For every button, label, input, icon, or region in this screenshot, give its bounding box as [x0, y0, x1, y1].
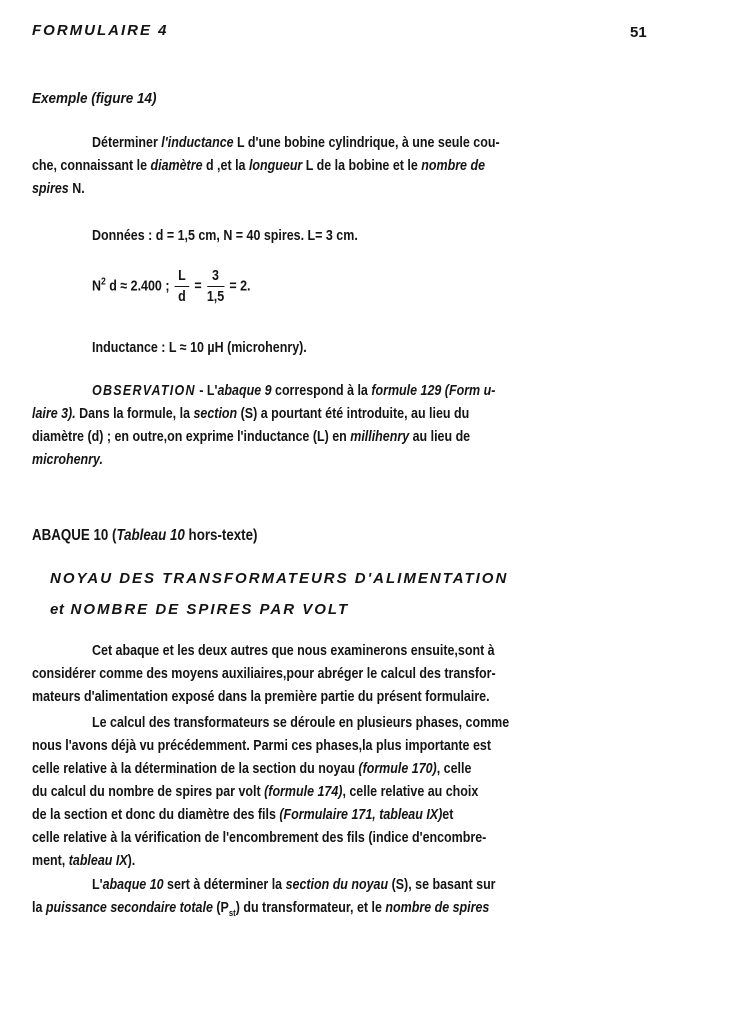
- body-line: nous l'avons déjà vu précédemment. Parmi ces phases,la plus importante est: [32, 738, 491, 754]
- text: 3: [207, 268, 224, 287]
- text: ) du transformateur, et le: [235, 900, 386, 916]
- text: correspond à la: [271, 383, 372, 399]
- text: (S), se basant sur: [388, 877, 496, 893]
- text: - L': [195, 383, 218, 399]
- text: N: [92, 278, 102, 295]
- running-header: FORMULAIRE 4: [32, 22, 169, 39]
- text: Dans la formule, la: [75, 406, 194, 422]
- text: la: [32, 900, 46, 916]
- text: l'inductance: [161, 135, 234, 151]
- observation-line: [32, 406, 469, 422]
- text: (Formulaire 171, tableau IX): [279, 807, 443, 823]
- data-line: Données : d = 1,5 cm, N = 40 spires. L= 3 cm.: [92, 228, 358, 244]
- text: , celle: [436, 761, 472, 777]
- text: spires: [32, 181, 69, 197]
- body-line: [32, 784, 478, 800]
- text: L de la bobine et le: [302, 158, 422, 174]
- text: sert à déterminer la: [163, 877, 286, 893]
- text: celle relative à la détermination de la section du noyau: [32, 761, 359, 777]
- page-number: 51: [630, 24, 647, 41]
- text: laire 3).: [32, 406, 76, 422]
- text: section: [193, 406, 238, 422]
- abaque-subtitle: NOYAU DES TRANSFORMATEURS D'ALIMENTATION: [50, 570, 509, 587]
- example-line: [32, 181, 85, 197]
- text: OBSERVATION: [92, 383, 196, 399]
- body-line: mateurs d'alimentation exposé dans la première partie du présent formulaire.: [32, 689, 490, 705]
- text: L: [175, 268, 189, 287]
- text: Tableau 10: [116, 527, 185, 544]
- example-line: [92, 135, 500, 151]
- text: et: [50, 601, 65, 618]
- text: abaque 10: [102, 877, 164, 893]
- text: diamètre (d) ; en outre,on exprime l'inductance (L) en: [32, 429, 351, 445]
- body-line: celle relative à la vérification de l'encombrement des fils (indice d'encombre-: [32, 830, 487, 846]
- abaque-subtitle: [50, 601, 349, 618]
- text: section du noyau: [285, 877, 389, 893]
- text: tableau IX: [68, 853, 128, 869]
- observation-line: [92, 383, 495, 399]
- text: Déterminer: [92, 135, 162, 151]
- text: (: [108, 527, 117, 544]
- text: N.: [68, 181, 85, 197]
- text: =: [194, 278, 202, 295]
- body-line: Cet abaque et les deux autres que nous examinerons ensuite,sont à: [92, 643, 495, 659]
- text: (formule 174): [264, 784, 343, 800]
- text: de la section et donc du diamètre des fils: [32, 807, 280, 823]
- text: 2: [101, 276, 106, 288]
- body-line: [32, 900, 489, 918]
- text: (P: [212, 900, 229, 916]
- text: 1,5: [206, 289, 225, 305]
- abaque-title: [32, 527, 257, 545]
- text: ABAQUE 10: [32, 527, 109, 544]
- formula: [92, 268, 251, 305]
- text: d ,et la: [202, 158, 249, 174]
- text: diamètre: [150, 158, 203, 174]
- text: che, connaissant le: [32, 158, 151, 174]
- fraction: [175, 268, 189, 305]
- text: formule 129 (Form u-: [371, 383, 496, 399]
- text: ment,: [32, 853, 69, 869]
- text: abaque 9: [217, 383, 272, 399]
- text: et: [442, 807, 454, 823]
- result-line: Inductance : L ≈ 10 µH (microhenry).: [92, 340, 307, 356]
- observation-line: [32, 452, 103, 468]
- text: L d'une bobine cylindrique, à une seule cou-: [233, 135, 500, 151]
- text: hors-texte): [184, 527, 258, 544]
- body-line: [32, 761, 471, 777]
- text: (S) a pourtant été introduite, au lieu du: [237, 406, 470, 422]
- text: L': [92, 877, 103, 893]
- body-line: [32, 807, 453, 823]
- body-line: [92, 877, 496, 893]
- body-line: Le calcul des transformateurs se déroule en plusieurs phases, comme: [92, 715, 510, 731]
- text: longueur: [248, 158, 303, 174]
- text: d: [178, 289, 186, 305]
- text: microhenry.: [32, 452, 103, 468]
- fraction: [207, 268, 224, 305]
- text: (formule 170): [358, 761, 437, 777]
- example-heading: Exemple (figure 14): [32, 90, 157, 107]
- text: puissance secondaire totale: [45, 900, 213, 916]
- text: nombre de: [421, 158, 486, 174]
- text: au lieu de: [409, 429, 471, 445]
- text: d ≈ 2.400 ;: [109, 278, 170, 295]
- text: NOMBRE DE SPIRES PAR VOLT: [64, 601, 350, 618]
- text: , celle relative au choix: [342, 784, 479, 800]
- text: du calcul du nombre de spires par volt: [32, 784, 265, 800]
- text: ).: [127, 853, 136, 869]
- text: millihenry: [350, 429, 410, 445]
- body-line: [32, 853, 135, 869]
- text: = 2.: [229, 278, 251, 295]
- observation-line: [32, 429, 470, 445]
- body-line: considérer comme des moyens auxiliaires,pour abréger le calcul des transfor-: [32, 666, 496, 682]
- text: nombre de spires: [385, 900, 490, 916]
- text: st: [228, 907, 236, 918]
- example-line: [32, 158, 485, 174]
